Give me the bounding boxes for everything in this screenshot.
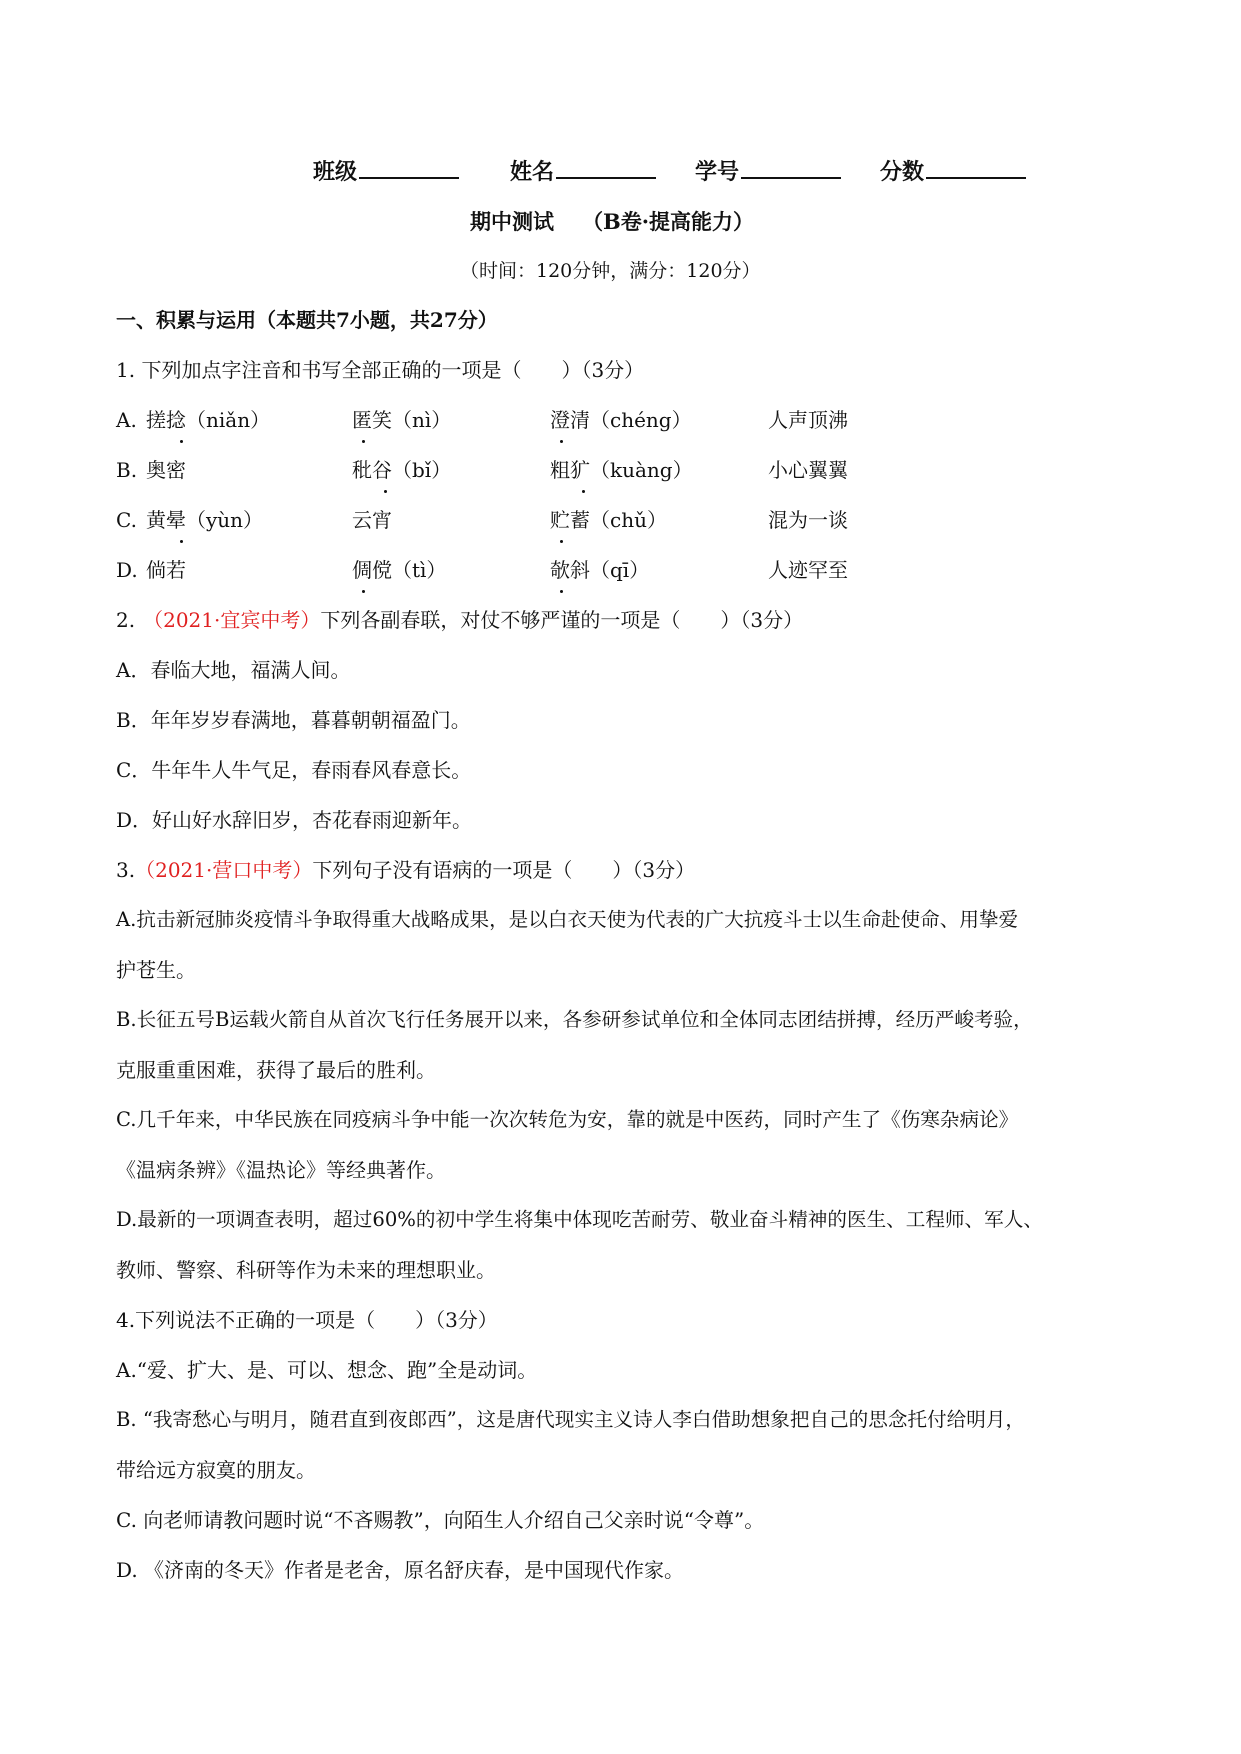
q1-c-c4: 混为一谈 [768,508,848,532]
section-heading: 一、积累与运用（本题共7小题，共27分） [116,308,498,332]
q3-option-b-line1: B.长征五号B运载火箭自从首次飞行任务展开以来，各参研参试单位和全体同志团结拼搏，经历严峻考验， [116,1008,1033,1031]
q1-c-c3: 贮蓄（chǔ） [550,508,667,532]
q4-option-c: C. 向老师请教问题时说“不吝赐教”，向陌生人介绍自己父亲时说“令尊”。 [116,1508,765,1532]
q3-source: （2021·营口中考） [135,858,313,882]
id-label: 学号 [695,159,740,185]
q1-b-c3: 粗犷（kuàng） [550,458,693,482]
emphasis-dot [560,540,563,543]
name-label: 姓名 [510,159,555,185]
q3-option-a-line1: A.抗击新冠肺炎疫情斗争取得重大战略成果，是以白衣天使为代表的广大抗疫斗士以生命赴使命、用挚爱 [116,908,1019,931]
q2-option-a: A．春临大地，福满人间。 [116,658,351,682]
emphasis-dot [362,590,365,593]
q1-d-c3: 欹斜（qī） [550,558,650,582]
q2-option-c: C．牛年牛人牛气足，春雨春风春意长。 [116,758,472,782]
q4-option-b-line1: B. “我寄愁心与明月，随君直到夜郎西”，这是唐代现实主义诗人李白借助想象把自己的思念托付给明月， [116,1408,1026,1431]
q3-option-c-line2: 《温病条辨》《温热论》等经典著作。 [116,1158,446,1182]
q2-text: 下列各副春联，对仗不够严谨的一项是（ ）（3分） [320,608,804,632]
q1-d-label: D. [116,558,138,582]
q2-option-d: D．好山好水辞旧岁，杏花春雨迎新年。 [116,808,473,832]
q3-option-c-line1: C.几千年来，中华民族在同疫病斗争中能一次次转危为安，靠的就是中医药，同时产生了《伤寒杂病论》 [116,1108,1019,1131]
class-field [313,157,459,186]
id-blank[interactable] [741,157,841,179]
q4-option-b-line2: 带给远方寂寞的朋友。 [116,1458,316,1482]
emphasis-dot [582,490,585,493]
q3-option-a-line2: 护苍生。 [116,958,196,982]
q1-d-c2: 倜傥（tì） [352,558,447,582]
emphasis-dot [560,440,563,443]
q1-b-c2: 秕谷（bǐ） [352,458,452,482]
class-label: 班级 [313,159,358,185]
id-field [695,157,841,186]
q3-option-d-line2: 教师、警察、科研等作为未来的理想职业。 [116,1258,496,1282]
q3-number: 3. [116,858,136,882]
q1-b-c1: 奥密 [146,458,186,482]
q4-option-d: D. 《济南的冬天》作者是老舍，原名舒庆春，是中国现代作家。 [116,1558,685,1582]
exam-title-main: 期中测试 [470,209,554,234]
q1-stem: 1. 下列加点字注音和书写全部正确的一项是（ ）（3分） [116,358,645,382]
q1-d-c4: 人迹罕至 [768,558,848,582]
exam-title-sub: （B卷·提高能力） [582,209,755,234]
q3-option-b-line2: 克服重重困难，获得了最后的胜利。 [116,1058,436,1082]
emphasis-dot [180,540,183,543]
name-field [510,157,656,186]
q1-a-c1: 搓捻（niǎn） [146,408,271,432]
q4-stem: 4.下列说法不正确的一项是（ ）（3分） [116,1308,498,1332]
q3-text: 下列句子没有语病的一项是（ ）（3分） [312,858,696,882]
emphasis-dot [362,440,365,443]
q1-a-c2: 匿笑（nì） [352,408,452,432]
q2-stem [116,606,803,634]
score-field [880,157,1026,186]
exam-time-info: （时间：120分钟，满分：120分） [460,260,761,282]
q1-b-label: B. [116,458,138,482]
emphasis-dot [560,590,563,593]
emphasis-dot [180,440,183,443]
q3-stem [116,856,695,884]
q4-option-a: A.“爱、扩大、是、可以、想念、跑”全是动词。 [116,1358,538,1382]
class-blank[interactable] [359,157,459,179]
exam-title [470,208,754,236]
q1-d-c1: 倘若 [146,558,186,582]
q2-number: 2. [116,608,136,632]
q1-c-label: C. [116,508,137,532]
q1-a-label: A. [116,408,137,432]
name-blank[interactable] [556,157,656,179]
q2-source: （2021·宜宾中考） [143,608,321,632]
q1-a-c3: 澄清（chéng） [550,408,692,432]
q1-a-c4: 人声顶沸 [768,408,848,432]
emphasis-dot [384,490,387,493]
q1-c-c1: 黄晕（yùn） [146,508,264,532]
q1-c-c2: 云宵 [352,508,392,532]
q1-b-c4: 小心翼翼 [768,458,848,482]
score-label: 分数 [880,159,925,185]
score-blank[interactable] [926,157,1026,179]
q2-option-b: B．年年岁岁春满地，暮暮朝朝福盈门。 [116,708,471,732]
q3-option-d-line1: D.最新的一项调查表明，超过60%的初中学生将集中体现吃苦耐劳、敬业奋斗精神的医生、工程师、军人、 [116,1208,1043,1231]
